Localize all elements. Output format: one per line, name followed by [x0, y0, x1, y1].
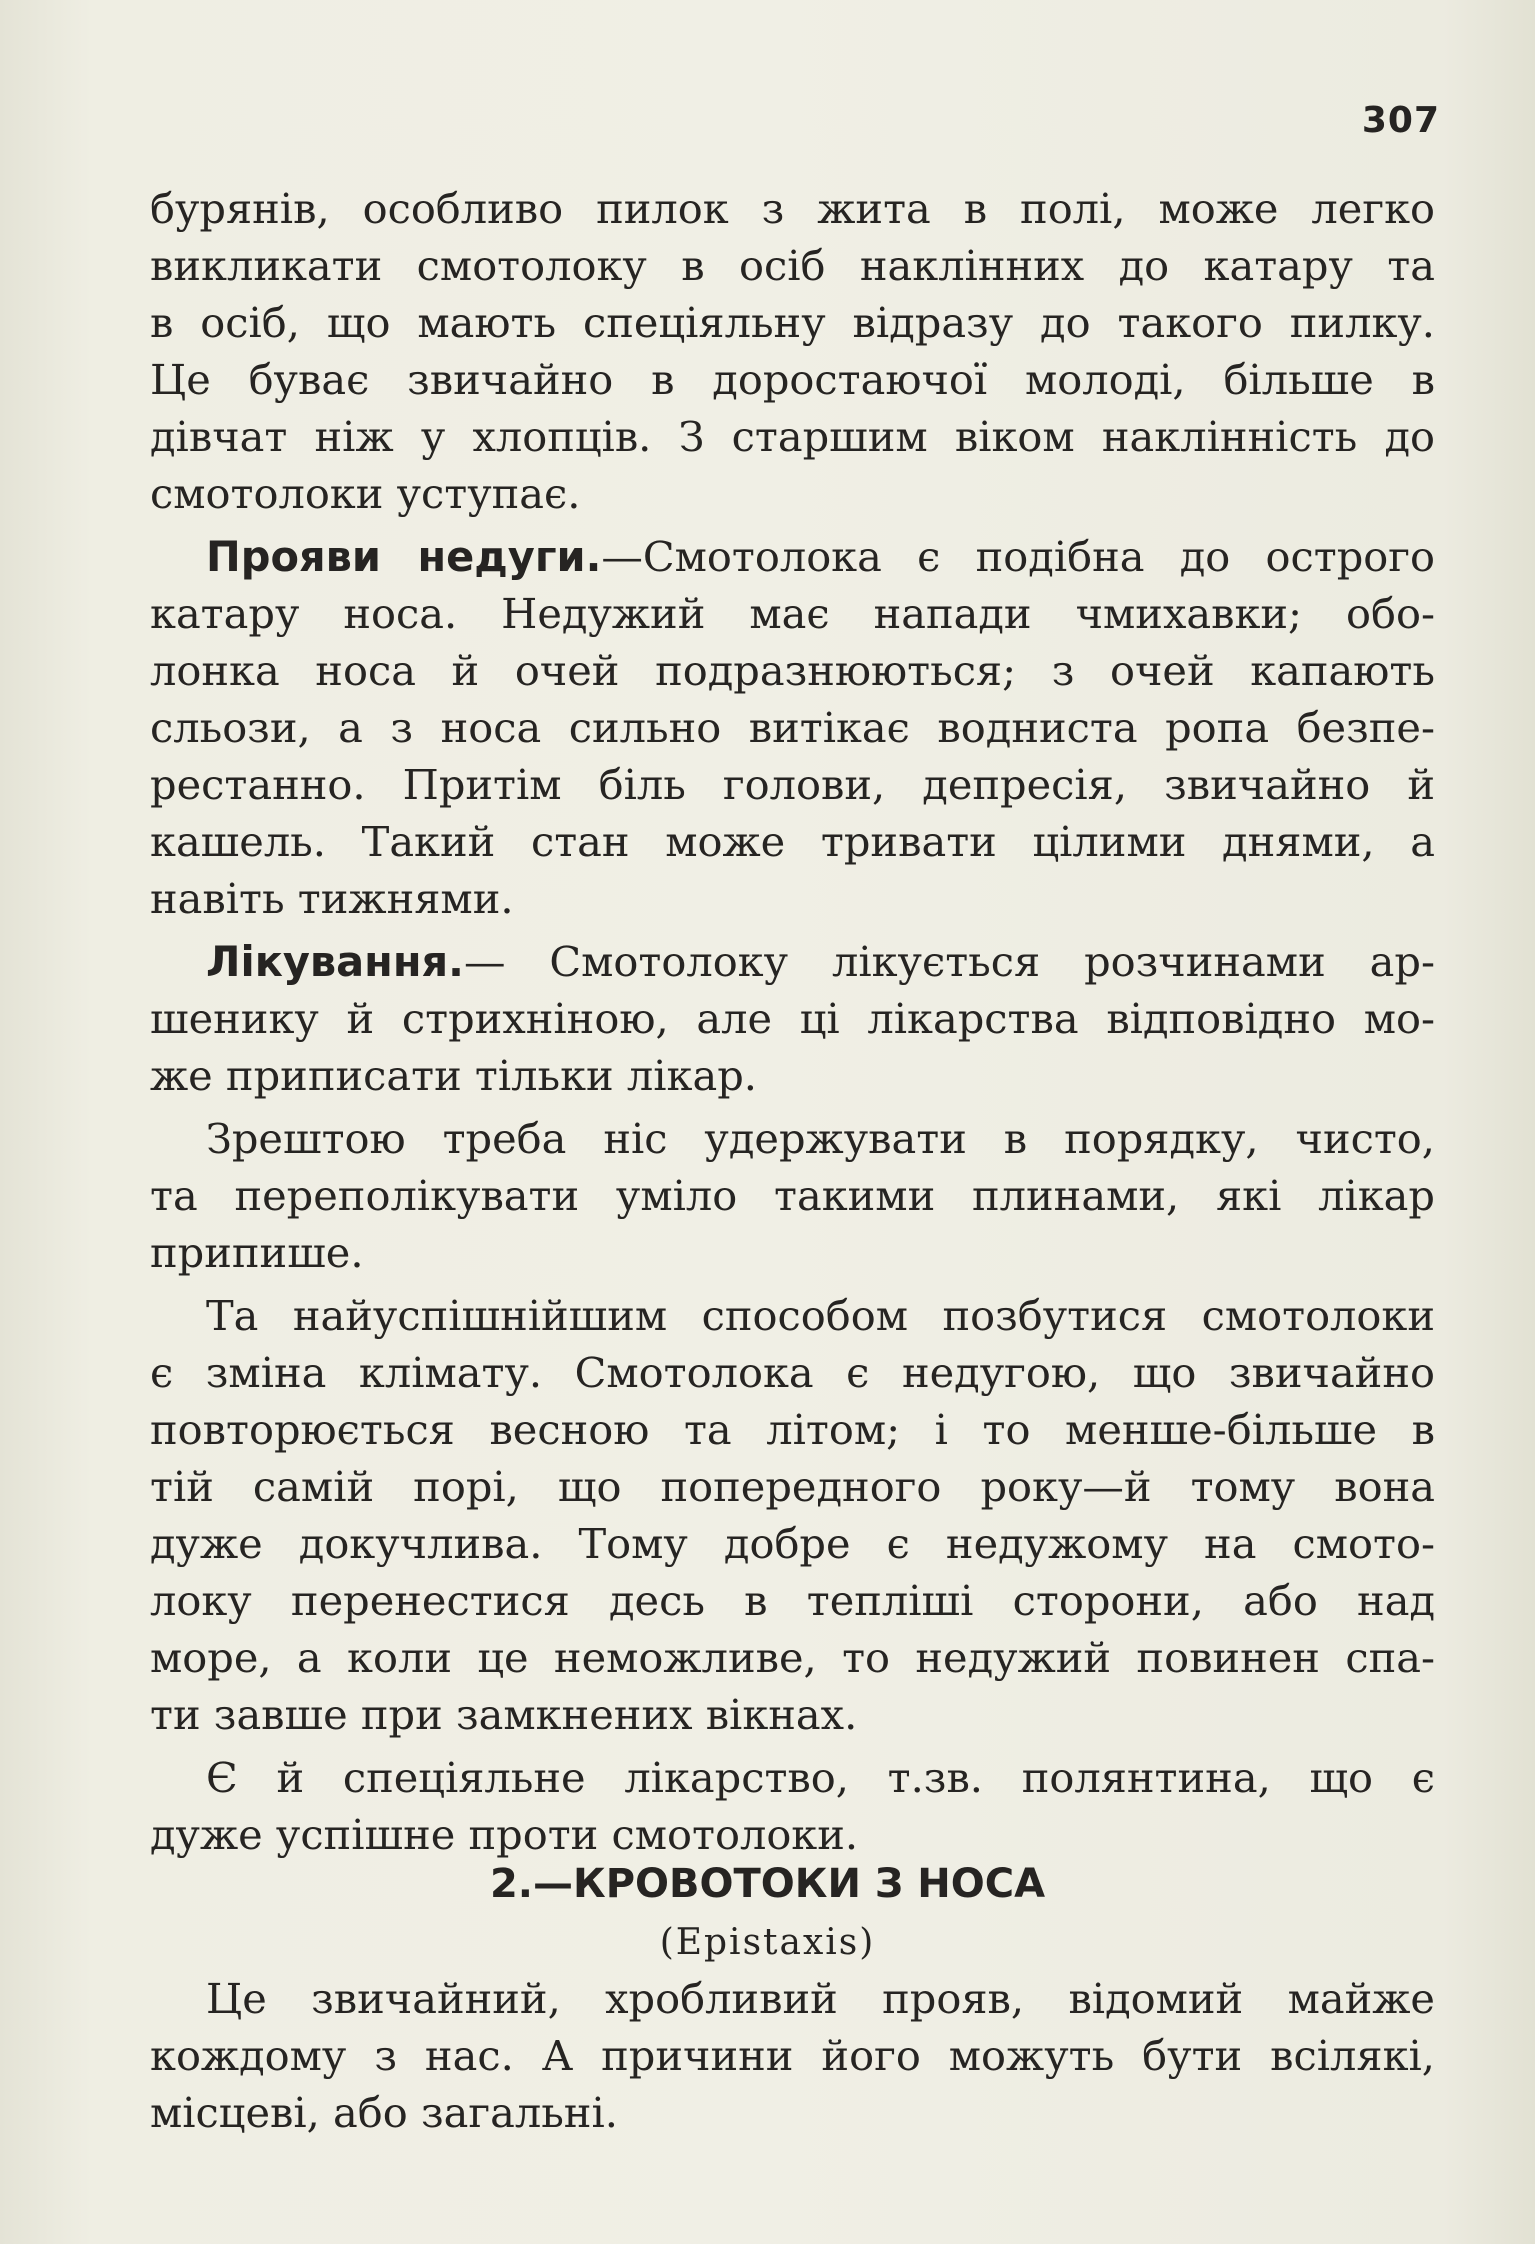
paragraph-1: [150, 180, 1435, 522]
paragraph-4: [150, 1110, 1435, 1281]
text-line: Це буває звичайно в доростаючої молоді, більше в: [150, 355, 1435, 404]
text-run: — Смотолоку лікується розчинами ар-: [463, 937, 1435, 986]
text-line: дуже докучлива. Тому добре є недужому на смото-: [150, 1519, 1435, 1568]
text-run: —Смотолока є подібна до острого: [601, 532, 1435, 581]
text-line: смотолоки уступає.: [150, 469, 581, 518]
text-line: викликати смотолоку в осіб наклінних до катару та: [150, 241, 1435, 290]
text-line: сльози, а з носа сильно витікає водниста ропа безпе-: [150, 703, 1435, 752]
text-line: море, а коли це неможливе, то недужий повинен спа-: [150, 1633, 1435, 1682]
text-line: рестанно. Притім біль голови, депресія, звичайно й: [150, 760, 1435, 809]
paragraph-lead: Лікування.: [206, 937, 464, 986]
text-line: та переполікувати уміло такими плинами, які лікар: [150, 1171, 1435, 1220]
text-line: дівчат ніж у хлопців. З старшим віком наклінність до: [150, 412, 1435, 461]
text-line: в осіб, що мають спеціяльну відразу до такого пилку.: [150, 298, 1435, 347]
text-line: кашель. Такий стан може тривати цілими днями, а: [150, 817, 1435, 866]
text-line: Є й спеціяльне лікарство, т.зв. полянтина, що є: [206, 1753, 1435, 1802]
text-line: лонка носа й очей подразнюються; з очей капають: [150, 646, 1435, 695]
text-line: Зрештою треба ніс удержувати в порядку, чисто,: [206, 1114, 1435, 1163]
page-number: 307: [1361, 100, 1440, 141]
text-line: [150, 933, 1435, 990]
text-line: шенику й стрихніною, але ці лікарства відповідно мо-: [150, 994, 1435, 1043]
text-line: припише.: [150, 1228, 364, 1277]
section-body: [150, 1970, 1435, 2141]
text-line: ти завше при замкнених вікнах.: [150, 1690, 858, 1739]
text-line: кождому з нас. А причини його можуть бути всілякі,: [150, 2031, 1435, 2080]
text-line: [150, 528, 1435, 585]
text-line: бурянів, особливо пилок з жита в полі, може легко: [150, 184, 1435, 233]
paragraph-6: [150, 1749, 1435, 1863]
text-line: тій самій порі, що попередного року—й тому вона: [150, 1462, 1435, 1511]
text-line: же приписати тільки лікар.: [150, 1051, 757, 1100]
text-line: дуже успішне проти смотолоки.: [150, 1810, 859, 1859]
paragraph-treatment: [150, 933, 1435, 1104]
text-line: Це звичайний, хробливий прояв, відомий майже: [206, 1974, 1435, 2023]
text-line: навіть тижнями.: [150, 874, 514, 923]
section-heading: 2.—КРОВОТОКИ З НОСА: [489, 1861, 1046, 1907]
text-line: Та найуспішнійшим способом позбутися смотолоки: [206, 1291, 1435, 1340]
text-line: катару носа. Недужий має напади чмихавки; обо-: [150, 589, 1435, 638]
text-line: повторюється весною та літом; і то менше-більше в: [150, 1405, 1435, 1454]
body-text: [150, 180, 1435, 1863]
section-subheading: (Epistaxis): [659, 1922, 876, 1963]
paragraph-symptoms: [150, 528, 1435, 927]
paragraph-lead: Прояви недуги.: [206, 532, 602, 581]
text-line: місцеві, або загальні.: [150, 2088, 618, 2137]
text-line: локу перенестися десь в тепліші сторони, або над: [150, 1576, 1435, 1625]
text-line: є зміна клімату. Смотолока є недугою, що звичайно: [150, 1348, 1435, 1397]
paragraph-5: [150, 1287, 1435, 1743]
